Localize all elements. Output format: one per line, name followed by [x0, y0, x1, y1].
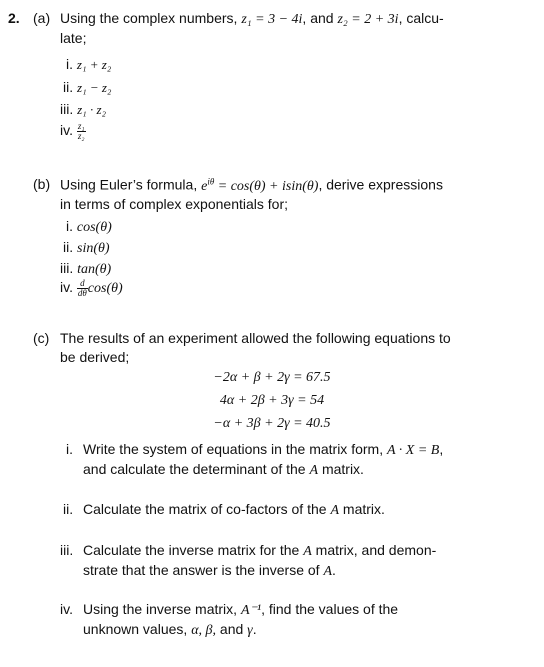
- fraction-numerator: z₁: [77, 121, 85, 131]
- c-item-1-text2: and calculate the determinant of the: [83, 461, 306, 477]
- euler-lhs: e: [201, 178, 208, 194]
- a-item-1-num: i.: [66, 56, 73, 72]
- a-item-2-num: ii.: [63, 79, 74, 95]
- equation-1: −2α + β + 2γ = 67.5: [213, 370, 331, 385]
- part-c-label: (c): [33, 330, 50, 346]
- derivative-denominator: dθ: [77, 288, 87, 298]
- b-item-2-expr: sin(θ): [77, 241, 110, 256]
- part-a-tail: , calcu-: [398, 10, 444, 26]
- b-item-4-num: iv.: [60, 279, 73, 296]
- part-a-line2: late;: [60, 30, 87, 46]
- c-item-4-text4: and: [219, 621, 244, 637]
- part-a-label: (a): [33, 10, 51, 26]
- a-item-4: [60, 122, 86, 141]
- a-item-2: [63, 79, 111, 96]
- c-item-2-text: Calculate the matrix of co-factors of the: [83, 501, 327, 517]
- part-a-intro: Using the complex numbers,: [60, 10, 238, 26]
- b-item-2: [63, 239, 110, 257]
- c-item-3-punct: .: [332, 562, 336, 578]
- c-item-4-math: A⁻¹: [240, 603, 262, 618]
- part-c-line2: be derived;: [60, 349, 130, 365]
- c-item-3-text2: matrix, and demon-: [315, 542, 437, 558]
- question-number: 2.: [8, 10, 20, 26]
- equation-2: 4α + 2β + 3γ = 54: [219, 393, 325, 408]
- c-item-3-num: iii.: [60, 542, 74, 558]
- c-item-4-text3: unknown values,: [83, 621, 188, 637]
- b-item-4-expr: cos(θ): [87, 281, 123, 297]
- part-a-line1: [60, 10, 444, 28]
- c-item-2-text2: matrix.: [342, 501, 385, 517]
- c-item-4-text: Using the inverse matrix,: [83, 601, 238, 617]
- b-item-3-num: iii.: [60, 260, 74, 276]
- z1-definition: z₁ = 3 − 4i: [241, 12, 303, 27]
- c-item-1-text: Write the system of equations in the matrix form,: [83, 441, 384, 457]
- c-item-1-punct: ,: [439, 441, 444, 457]
- b-item-1-num: i.: [66, 218, 73, 234]
- euler-exponent: iθ: [207, 176, 215, 186]
- a-item-3-expr: z₁ · z₂: [77, 102, 107, 117]
- euler-formula: [201, 176, 319, 194]
- b-item-1-expr: cos(θ): [76, 220, 112, 235]
- part-c-line1: The results of an experiment allowed the following equations to: [60, 330, 451, 346]
- c-item-1-num: i.: [66, 441, 73, 457]
- fraction-denominator: z₂: [77, 131, 85, 141]
- a-item-1-expr: z₁ + z₂: [76, 57, 112, 72]
- c-item-2-num: ii.: [63, 501, 74, 517]
- c-item-3-math2: A: [323, 564, 333, 579]
- a-item-2-expr: z₁ − z₂: [77, 80, 112, 95]
- part-b-line1: [60, 176, 443, 195]
- c-item-2-line1: [83, 501, 385, 519]
- c-item-1-math: A · X = B: [386, 443, 440, 458]
- a-item-3-num: iii.: [60, 101, 74, 117]
- c-item-3-text: Calculate the inverse matrix for the: [83, 542, 300, 558]
- c-item-3-line2: [83, 562, 336, 580]
- b-item-3-expr: tan(θ): [77, 262, 112, 277]
- c-item-1-math2: A: [309, 463, 319, 478]
- part-b-label: (b): [33, 176, 51, 192]
- part-a-and: , and: [302, 10, 334, 26]
- a-item-3: [60, 101, 106, 118]
- z2-definition: z₂ = 2 + 3i: [337, 12, 399, 27]
- c-item-1-line1: [83, 441, 443, 459]
- b-item-1: [66, 218, 112, 236]
- b-item-3: [60, 260, 111, 278]
- c-item-4-math3: γ: [247, 623, 253, 638]
- a-item-4-fraction: [77, 122, 86, 141]
- c-item-4-line2: [83, 621, 257, 639]
- c-item-4-line1: [83, 601, 398, 619]
- c-item-4-punct: .: [252, 621, 257, 637]
- c-item-2-math: A: [330, 503, 340, 518]
- c-item-4-num: iv.: [60, 601, 73, 617]
- part-b-intro: Using Euler’s formula,: [60, 176, 198, 193]
- part-b-tail: , derive expressions: [318, 176, 443, 193]
- c-item-4-math2: α, β,: [191, 623, 217, 638]
- derivative-numerator: d: [77, 279, 88, 289]
- c-item-4-text2: , find the values of the: [261, 601, 399, 617]
- a-item-1: [66, 56, 111, 73]
- c-item-1-text3: matrix.: [321, 461, 364, 477]
- c-item-3-line1: [83, 542, 436, 560]
- equation-3: −α + 3β + 2γ = 40.5: [213, 416, 331, 431]
- a-item-4-num: iv.: [60, 122, 73, 139]
- c-item-3-text3: strate that the answer is the inverse of: [83, 562, 320, 578]
- c-item-1-line2: [83, 461, 364, 479]
- euler-rhs: = cos(θ) + isin(θ): [214, 178, 319, 194]
- b-item-4-derivative: [77, 279, 88, 298]
- part-b-line2: in terms of complex exponentials for;: [60, 196, 288, 212]
- c-item-3-math: A: [303, 544, 312, 559]
- b-item-2-num: ii.: [63, 239, 74, 255]
- b-item-4: [60, 279, 123, 298]
